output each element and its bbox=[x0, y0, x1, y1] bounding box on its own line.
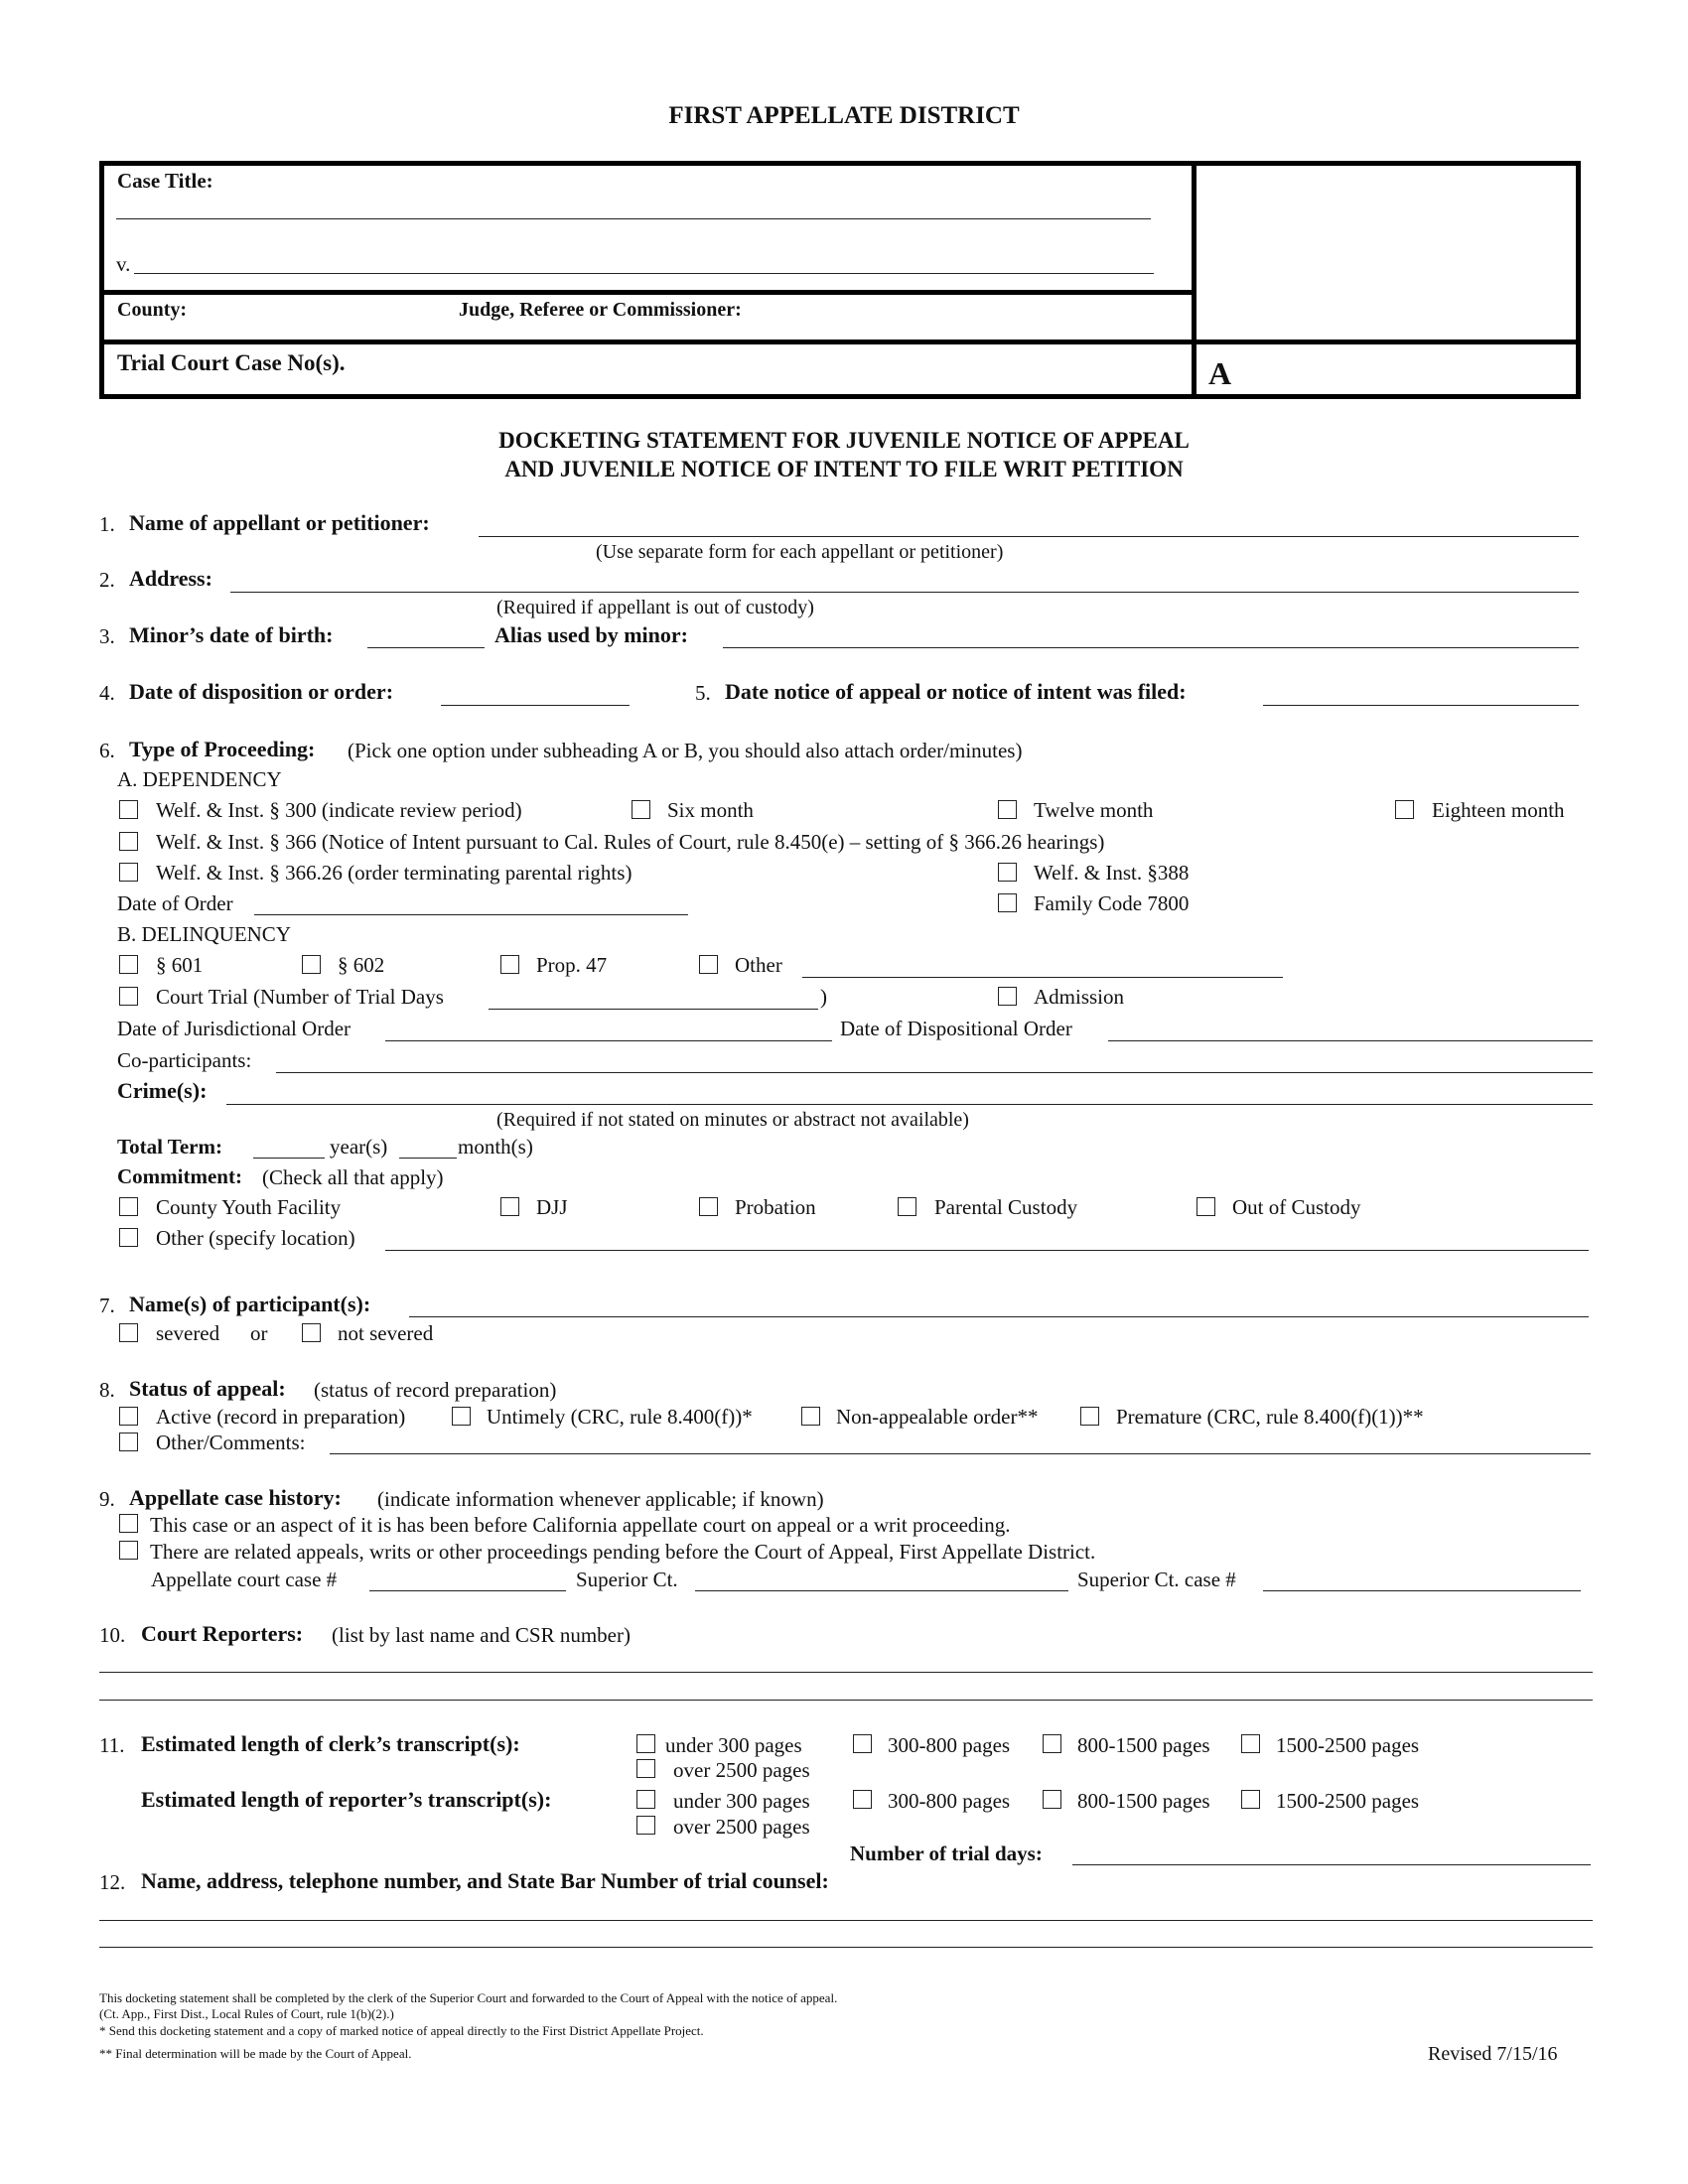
clerk-under300-label: under 300 pages bbox=[665, 1733, 802, 1757]
versus-label: v. bbox=[116, 252, 131, 276]
checkbox-other-comments[interactable] bbox=[119, 1433, 138, 1451]
other-location-label: Other (specify location) bbox=[156, 1226, 355, 1250]
family-code-label: Family Code 7800 bbox=[1034, 891, 1190, 915]
admission-label: Admission bbox=[1034, 985, 1125, 1009]
alias-field[interactable] bbox=[723, 647, 1579, 648]
delinquency-heading: B. DELINQUENCY bbox=[117, 922, 291, 946]
checkbox-active[interactable] bbox=[119, 1407, 138, 1426]
checkbox-not-severed[interactable] bbox=[302, 1323, 321, 1342]
checkbox-severed[interactable] bbox=[119, 1323, 138, 1342]
clerk-800-1500-label: 800-1500 pages bbox=[1077, 1733, 1210, 1757]
out-of-custody-label: Out of Custody bbox=[1232, 1195, 1361, 1219]
wic-36626-label: Welf. & Inst. § 366.26 (order terminating parental rights) bbox=[156, 861, 633, 885]
severed-label: severed bbox=[156, 1321, 220, 1345]
checkbox-reporter-300-800[interactable] bbox=[853, 1790, 872, 1809]
other-delinquency-label: Other bbox=[735, 953, 782, 977]
trial-days-count-field[interactable] bbox=[1072, 1864, 1591, 1865]
other-delinquency-field[interactable] bbox=[802, 977, 1283, 978]
checkbox-eighteen-month[interactable] bbox=[1395, 800, 1414, 819]
s1-label: Name of appellant or petitioner: bbox=[129, 510, 430, 535]
probation-label: Probation bbox=[735, 1195, 816, 1219]
footer-line-1: This docketing statement shall be completed by the clerk of the Superior Court and forwarded to the Court of Appeal with the notice of appeal. bbox=[99, 1990, 838, 2005]
checkbox-clerk-over2500[interactable] bbox=[636, 1759, 655, 1778]
s11-num: 11. bbox=[99, 1733, 125, 1757]
checkbox-601[interactable] bbox=[119, 955, 138, 974]
checkbox-other-delinquency[interactable] bbox=[699, 955, 718, 974]
commitment-note: (Check all that apply) bbox=[262, 1165, 444, 1189]
s2-note: (Required if appellant is out of custody) bbox=[496, 597, 814, 618]
checkbox-out-of-custody[interactable] bbox=[1196, 1197, 1215, 1216]
date-of-order-label: Date of Order bbox=[117, 891, 233, 915]
other-comments-field[interactable] bbox=[330, 1453, 1591, 1454]
form-title-line2: AND JUVENILE NOTICE OF INTENT TO FILE WRIT PETITION bbox=[504, 457, 1184, 481]
dependency-heading: A. DEPENDENCY bbox=[117, 767, 282, 791]
s1-note: (Use separate form for each appellant or petitioner) bbox=[596, 541, 1004, 563]
appellant-name-field[interactable] bbox=[479, 536, 1579, 537]
twelve-month-label: Twelve month bbox=[1034, 798, 1154, 822]
checkbox-reporter-over2500[interactable] bbox=[636, 1816, 655, 1835]
header-divider-1 bbox=[99, 290, 1195, 295]
s6-num: 6. bbox=[99, 739, 115, 762]
reporter-under300-label: under 300 pages bbox=[673, 1789, 810, 1813]
total-term-label: Total Term: bbox=[117, 1135, 222, 1159]
trial-case-no-label: Trial Court Case No(s). bbox=[117, 350, 346, 375]
checkbox-wic-388[interactable] bbox=[998, 863, 1017, 882]
checkbox-related-proceedings[interactable] bbox=[119, 1541, 138, 1560]
case-title-line-1[interactable] bbox=[116, 218, 1151, 219]
checkbox-parental-custody[interactable] bbox=[898, 1197, 916, 1216]
checkbox-clerk-under300[interactable] bbox=[636, 1734, 655, 1753]
checkbox-clerk-800-1500[interactable] bbox=[1043, 1734, 1061, 1753]
revised-date: Revised 7/15/16 bbox=[1428, 2043, 1558, 2065]
superior-ct-label: Superior Ct. bbox=[576, 1568, 678, 1591]
s8-num: 8. bbox=[99, 1378, 115, 1402]
s6-instruction: (Pick one option under subheading A or B, you should also attach order/minutes) bbox=[348, 739, 1023, 762]
related-proceedings-label: There are related appeals, writs or other proceedings pending before the Court of Appeal, First Appellate District. bbox=[150, 1540, 1096, 1564]
other-comments-label: Other/Comments: bbox=[156, 1431, 306, 1454]
district-heading: FIRST APPELLATE DISTRICT bbox=[668, 102, 1020, 129]
s10-note: (list by last name and CSR number) bbox=[332, 1623, 631, 1647]
clerk-transcript-label: Estimated length of clerk’s transcript(s): bbox=[141, 1731, 520, 1756]
s10-label: Court Reporters: bbox=[141, 1621, 304, 1646]
s8-label: Status of appeal: bbox=[129, 1376, 286, 1401]
s12-label: Name, address, telephone number, and State Bar Number of trial counsel: bbox=[141, 1868, 829, 1893]
case-title-label: Case Title: bbox=[117, 169, 213, 193]
s12-num: 12. bbox=[99, 1870, 126, 1894]
nonappealable-label: Non-appealable order** bbox=[836, 1405, 1039, 1429]
alias-label: Alias used by minor: bbox=[494, 622, 688, 647]
parental-custody-label: Parental Custody bbox=[934, 1195, 1078, 1219]
superior-case-label: Superior Ct. case # bbox=[1077, 1568, 1236, 1591]
six-month-label: Six month bbox=[667, 798, 754, 822]
address-field[interactable] bbox=[230, 592, 1579, 593]
crimes-label: Crime(s): bbox=[117, 1078, 208, 1103]
s2-num: 2. bbox=[99, 568, 115, 592]
court-trial-label: Court Trial (Number of Trial Days bbox=[156, 985, 444, 1009]
or-label: or bbox=[250, 1321, 268, 1345]
s9-note: (indicate information whenever applicable; if known) bbox=[377, 1487, 824, 1511]
appellate-history-label: This case or an aspect of it is has been before California appellate court on appeal or a writ proceeding. bbox=[150, 1513, 1011, 1537]
s4-num: 4. bbox=[99, 681, 115, 705]
header-divider-vertical bbox=[1192, 161, 1196, 399]
checkbox-untimely[interactable] bbox=[452, 1407, 471, 1426]
superior-ct-field[interactable] bbox=[695, 1590, 1068, 1591]
s1-num: 1. bbox=[99, 512, 115, 536]
case-title-line-2[interactable] bbox=[134, 273, 1154, 274]
checkbox-court-trial[interactable] bbox=[119, 987, 138, 1006]
checkbox-wic-366[interactable] bbox=[119, 832, 138, 851]
footer-line-2: (Ct. App., First Dist., Local Rules of Court, rule 1(b)(2).) bbox=[99, 2006, 394, 2021]
date-dispositional-field[interactable] bbox=[1108, 1040, 1593, 1041]
premature-label: Premature (CRC, rule 8.400(f)(1))** bbox=[1116, 1405, 1424, 1429]
date-of-order-field[interactable] bbox=[254, 914, 688, 915]
checkbox-reporter-800-1500[interactable] bbox=[1043, 1790, 1061, 1809]
not-severed-label: not severed bbox=[338, 1321, 434, 1345]
participants-field[interactable] bbox=[409, 1316, 1589, 1317]
s9-label: Appellate case history: bbox=[129, 1485, 342, 1510]
judge-label: Judge, Referee or Commissioner: bbox=[459, 299, 742, 321]
other-location-field[interactable] bbox=[385, 1250, 1589, 1251]
crimes-field[interactable] bbox=[226, 1104, 1593, 1105]
eighteen-month-label: Eighteen month bbox=[1432, 798, 1565, 822]
s602-label: § 602 bbox=[338, 953, 385, 977]
reporter-transcript-label: Estimated length of reporter’s transcript(s): bbox=[141, 1787, 552, 1812]
appellate-case-label: Appellate court case # bbox=[151, 1568, 338, 1591]
s9-num: 9. bbox=[99, 1487, 115, 1511]
checkbox-family-code[interactable] bbox=[998, 893, 1017, 912]
s5-label: Date notice of appeal or notice of intent was filed: bbox=[725, 679, 1187, 704]
untimely-label: Untimely (CRC, rule 8.400(f))* bbox=[487, 1405, 753, 1429]
s5-num: 5. bbox=[695, 681, 711, 705]
form-title-line1: DOCKETING STATEMENT FOR JUVENILE NOTICE OF APPEAL bbox=[498, 428, 1190, 453]
wic-388-label: Welf. & Inst. §388 bbox=[1034, 861, 1190, 885]
footer-line-4: ** Final determination will be made by the Court of Appeal. bbox=[99, 2046, 412, 2061]
checkbox-other-location[interactable] bbox=[119, 1228, 138, 1247]
checkbox-appellate-history[interactable] bbox=[119, 1514, 138, 1533]
header-divider-2 bbox=[99, 340, 1581, 344]
checkbox-clerk-1500-2500[interactable] bbox=[1241, 1734, 1260, 1753]
s3-label: Minor’s date of birth: bbox=[129, 622, 334, 647]
box-letter: A bbox=[1208, 355, 1232, 391]
disposition-date-field[interactable] bbox=[441, 705, 630, 706]
checkbox-six-month[interactable] bbox=[632, 800, 650, 819]
checkbox-clerk-300-800[interactable] bbox=[853, 1734, 872, 1753]
checkbox-602[interactable] bbox=[302, 955, 321, 974]
wic-366-label: Welf. & Inst. § 366 (Notice of Intent pursuant to Cal. Rules of Court, rule 8.450(e) – setting of § 366.26 hearings) bbox=[156, 830, 1105, 854]
active-label: Active (record in preparation) bbox=[156, 1405, 406, 1429]
date-jurisdictional-field[interactable] bbox=[385, 1040, 832, 1041]
county-youth-label: County Youth Facility bbox=[156, 1195, 342, 1219]
checkbox-county-youth[interactable] bbox=[119, 1197, 138, 1216]
wic-300-label: Welf. & Inst. § 300 (indicate review period) bbox=[156, 798, 522, 822]
footer-line-3: * Send this docketing statement and a copy of marked notice of appeal directly to the First District Appellate Project. bbox=[99, 2023, 704, 2038]
s601-label: § 601 bbox=[156, 953, 204, 977]
years-label: year(s) bbox=[330, 1135, 388, 1159]
s7-label: Name(s) of participant(s): bbox=[129, 1292, 371, 1316]
reporters-line-1[interactable] bbox=[99, 1672, 1593, 1673]
date-dispositional-label: Date of Dispositional Order bbox=[840, 1017, 1072, 1040]
total-term-years-field[interactable] bbox=[253, 1158, 325, 1159]
checkbox-premature[interactable] bbox=[1080, 1407, 1099, 1426]
months-label: month(s) bbox=[458, 1135, 533, 1159]
checkbox-twelve-month[interactable] bbox=[998, 800, 1017, 819]
s6-label: Type of Proceeding: bbox=[129, 737, 316, 761]
checkbox-reporter-1500-2500[interactable] bbox=[1241, 1790, 1260, 1809]
crimes-note: (Required if not stated on minutes or abstract not available) bbox=[496, 1109, 969, 1131]
checkbox-wic-300[interactable] bbox=[119, 800, 138, 819]
clerk-1500-2500-label: 1500-2500 pages bbox=[1276, 1733, 1420, 1757]
notice-date-field[interactable] bbox=[1263, 705, 1579, 706]
checkbox-reporter-under300[interactable] bbox=[636, 1790, 655, 1809]
superior-case-field[interactable] bbox=[1263, 1590, 1581, 1591]
reporter-1500-2500-label: 1500-2500 pages bbox=[1276, 1789, 1420, 1813]
clerk-300-800-label: 300-800 pages bbox=[888, 1733, 1011, 1757]
trial-counsel-line-1[interactable] bbox=[99, 1920, 1593, 1921]
checkbox-admission[interactable] bbox=[998, 987, 1017, 1006]
prop47-label: Prop. 47 bbox=[536, 953, 608, 977]
county-label: County: bbox=[117, 299, 188, 321]
court-trial-close: ) bbox=[820, 985, 827, 1009]
trial-counsel-line-2[interactable] bbox=[99, 1947, 1593, 1948]
reporter-over2500-label: over 2500 pages bbox=[673, 1815, 810, 1839]
trial-days-field[interactable] bbox=[489, 1009, 818, 1010]
s4-label: Date of disposition or order: bbox=[129, 679, 394, 704]
commitment-label: Commitment: bbox=[117, 1164, 242, 1188]
checkbox-nonappealable[interactable] bbox=[801, 1407, 820, 1426]
checkbox-djj[interactable] bbox=[500, 1197, 519, 1216]
s2-label: Address: bbox=[129, 566, 212, 591]
total-term-months-field[interactable] bbox=[399, 1158, 457, 1159]
checkbox-probation[interactable] bbox=[699, 1197, 718, 1216]
date-jurisdictional-label: Date of Jurisdictional Order bbox=[117, 1017, 352, 1040]
appellate-case-field[interactable] bbox=[369, 1590, 566, 1591]
reporter-300-800-label: 300-800 pages bbox=[888, 1789, 1011, 1813]
s3-num: 3. bbox=[99, 624, 115, 648]
reporters-line-2[interactable] bbox=[99, 1700, 1593, 1701]
djj-label: DJJ bbox=[536, 1195, 568, 1219]
checkbox-wic-36626[interactable] bbox=[119, 863, 138, 882]
s10-num: 10. bbox=[99, 1623, 126, 1647]
dob-field[interactable] bbox=[367, 647, 485, 648]
trial-days-label: Number of trial days: bbox=[850, 1842, 1043, 1865]
clerk-over2500-label: over 2500 pages bbox=[673, 1758, 810, 1782]
checkbox-prop47[interactable] bbox=[500, 955, 519, 974]
s7-num: 7. bbox=[99, 1294, 115, 1317]
reporter-800-1500-label: 800-1500 pages bbox=[1077, 1789, 1210, 1813]
coparticipants-label: Co-participants: bbox=[117, 1048, 252, 1072]
s8-note: (status of record preparation) bbox=[314, 1378, 557, 1402]
coparticipants-field[interactable] bbox=[276, 1072, 1593, 1073]
